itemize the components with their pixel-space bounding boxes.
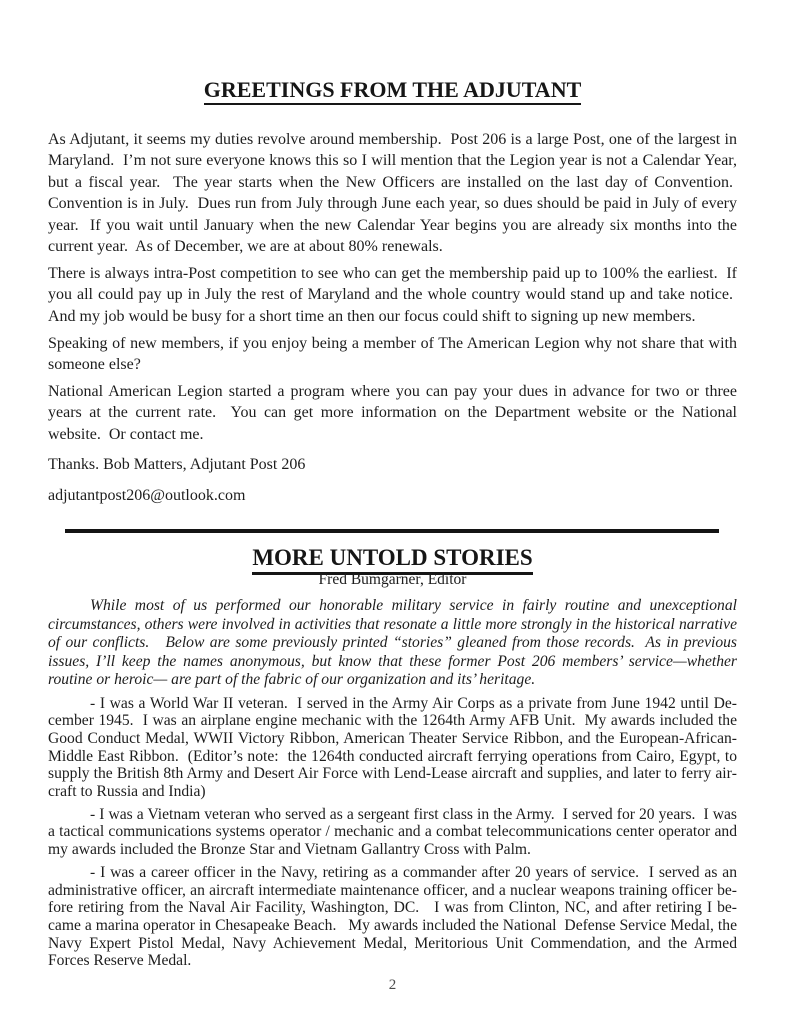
signature-line: Thanks. Bob Matters, Adjutant Post 206 [48, 456, 306, 474]
story-paragraph-3: - I was a career officer in the Navy, retiring as a commander after 20 years of service. I served as an administrative officer, an aircraft intermediate maintenance officer, and a nuclear weapons training officer before retiring from the Naval Air Facility, Washington, DC. I was from Clinton, NC, and after retiring I became a marina operator in Chesapeake Beach. My awards included the National Defense Service Medal, the Navy Expert Pistol Medal, Navy Achievement Medal, Meritorious Unit Commendation, and the Armed Forces Reserve Medal. [48, 863, 737, 970]
stories-section-title [48, 546, 737, 570]
stories-intro-paragraph: While most of us performed our honorable military service in fairly routine and unexceptional circumstances, others were involved in activities that resonate a little more strongly in the historical narrative of our conflicts. Below are some previously printed “stories” gleaned from those records. As in previous issues, I’ll keep the names anonymous, but know that these former Post 206 members’ service—whether routine or heroic— are part of the fabric of our organization and its’ heritage. [48, 597, 737, 688]
story-paragraph-1: - I was a World War II veteran. I served in the Army Air Corps as a private from June 1942 until December 1945. I was an airplane engine mechanic with the 1264th Army AFB Unit. My awards included the Good Conduct Medal, WWII Victory Ribbon, American Theater Service Ribbon, and the European-African-Middle East Ribbon. (Editor’s note: the 1264th conducted aircraft ferrying operations from Cairo, Egypt, to supply the British 8th Army and Desert Air Force with Lend-Lease aircraft and supplies, and later to ferry aircraft to Russia and India) [48, 694, 737, 801]
adjutant-paragraph-1: As Adjutant, it seems my duties revolve around membership. Post 206 is a large Post, one of the largest in Maryland. I’m not sure everyone knows this so I will mention that the Legion year is not a Calendar Year, but a fiscal year. The year starts when the New Officers are installed on the last day of Convention. Convention is in July. Dues run from July through June each year, so dues should be paid in July of every year. If you wait until January when the new Calendar Year begins you are already six months into the current year. As of December, we are at about 80% renewals. [48, 131, 737, 256]
story-paragraph-2: - I was a Vietnam veteran who served as a sergeant first class in the Army. I served for 20 years. I was a tactical communications systems operator / mechanic and a combat telecommunications center operator and my awards included the Bronze Star and Vietnam Gallantry Cross with Palm. [48, 805, 737, 859]
page-number: 2 [388, 977, 397, 994]
adjutant-paragraph-2: There is always intra-Post competition to see who can get the membership paid up to 100% the earliest. If you all could pay up in July the rest of Maryland and the whole country would stand up and take notice. And my job would be busy for a short time an then our focus could shift to signing up new members. [48, 264, 737, 325]
adjutant-paragraph-3: Speaking of new members, if you enjoy being a member of The American Legion why not share that with someone else? [48, 334, 737, 374]
stories-byline: Fred Bumgarner, Editor [318, 571, 467, 588]
adjutant-section-title [48, 78, 737, 102]
email-address: adjutantpost206@outlook.com [48, 486, 246, 504]
adjutant-section-title-text: GREETINGS FROM THE ADJUTANT [204, 77, 582, 105]
adjutant-paragraph-4: National American Legion started a program where you can pay your dues in advance for two or three years at the current rate. You can get more information on the Department website or the National website. Or contact me. [48, 382, 737, 443]
section-divider [65, 529, 719, 533]
stories-section-title-text: MORE UNTOLD STORIES [252, 545, 532, 575]
